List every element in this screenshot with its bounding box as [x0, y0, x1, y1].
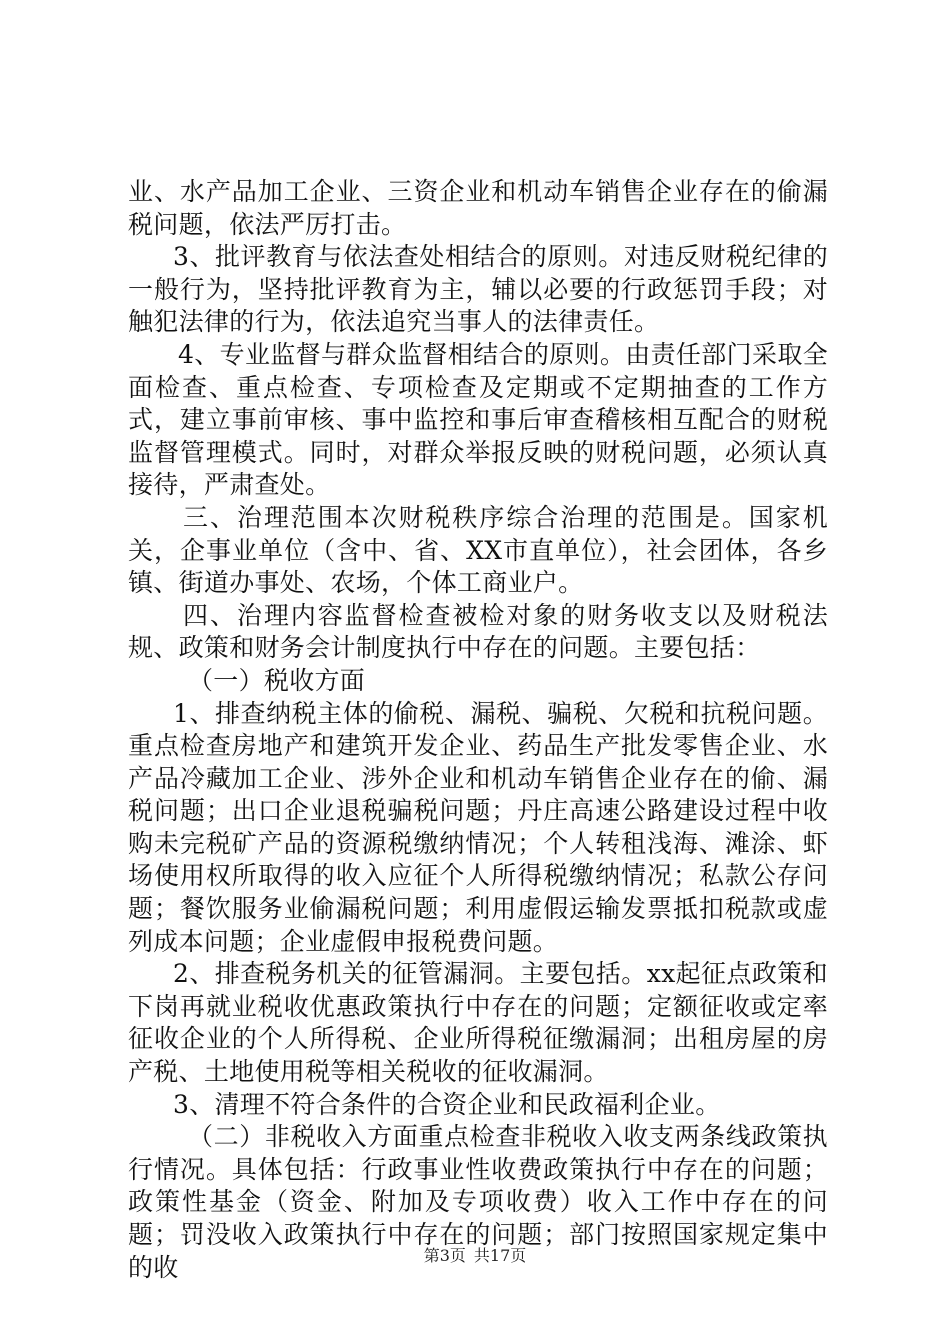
paragraph-4: 三、治理范围本次财税秩序综合治理的范围是。国家机关，企事业单位（含中、省、XX市直单位），社会团体，各乡镇、街道办事处、农场，个体工商业户。 — [128, 502, 828, 598]
paragraph-3: 4、专业监督与群众监督相结合的原则。由责任部门采取全面检查、重点检查、专项检查及定期或不定期抽查的工作方式，建立事前审核、事中监控和事后审查稽核相互配合的财税监督管理模式。同时，对群众举报反映的财税问题，必须认真接待，严肃查处。 — [128, 339, 828, 500]
page-footer — [0, 1246, 950, 1266]
current-page-label: 第3页 — [423, 1246, 466, 1265]
paragraph-6: （一）税收方面 — [188, 665, 366, 695]
paragraph-9: 3、清理不符合条件的合资企业和民政福利企业。 — [173, 1089, 721, 1119]
paragraph-1: 业、水产品加工企业、三资企业和机动车销售企业存在的偷漏税问题，依法严厉打击。 — [128, 177, 828, 239]
paragraph-7: 1、排查纳税主体的偷税、漏税、骗税、欠税和抗税问题。重点检查房地产和建筑开发企业、药品生产批发零售企业、水产品冷藏加工企业、涉外企业和机动车销售企业存在的偷、漏税问题；出口企业退税骗税问题；丹庄高速公路建设过程中收购未完税矿产品的资源税缴纳情况；个人转租浅海、滩涂、虾场使用权所取得的收入应征个人所得税缴纳情况；私款公存问题；餐饮服务业偷漏税问题；利用虚假运输发票抵扣税款或虚列成本问题；企业虚假申报税费问题。 — [128, 698, 828, 956]
total-pages-label: 共17页 — [473, 1246, 527, 1265]
paragraph-2: 3、批评教育与依法查处相结合的原则。对违反财税纪律的一般行为，坚持批评教育为主，辅以必要的行政惩罚手段；对触犯法律的行为，依法追究当事人的法律责任。 — [128, 242, 828, 337]
document-body — [128, 176, 828, 1284]
paragraph-10: （二）非税收入方面重点检查非税收入收支两条线政策执行情况。具体包括：行政事业性收费政策执行中存在的问题；政策性基金（资金、附加及专项收费）收入工作中存在的问题；罚没收入政策执行中存在的问题；部门按照国家规定集中的收 — [128, 1122, 828, 1282]
paragraph-8: 2、排查税务机关的征管漏洞。主要包括。xx起征点政策和下岗再就业税收优惠政策执行中存在的问题；定额征收或定率征收企业的个人所得税、企业所得税征缴漏洞；出租房屋的房产税、土地使用税等相关税收的征收漏洞。 — [128, 959, 828, 1087]
paragraph-5: 四、治理内容监督检查被检对象的财务收支以及财税法规、政策和财务会计制度执行中存在的问题。主要包括： — [128, 600, 828, 663]
